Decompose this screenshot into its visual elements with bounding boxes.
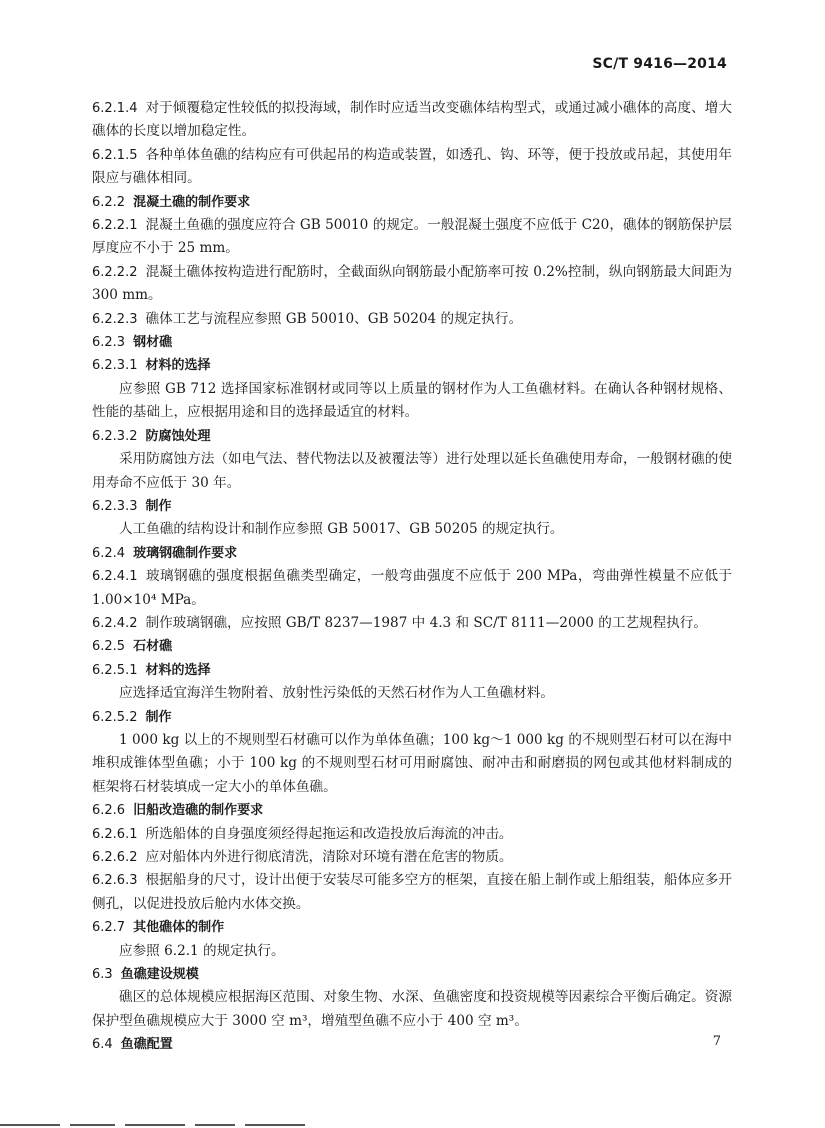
scan-mark bbox=[70, 1124, 115, 1126]
scan-mark bbox=[125, 1124, 185, 1126]
section-heading bbox=[92, 1033, 732, 1056]
body-paragraph: 应参照 6.2.1 的规定执行。 bbox=[119, 942, 285, 959]
scan-mark bbox=[245, 1124, 305, 1126]
section-number: 6.2.5.1 bbox=[92, 662, 138, 678]
clause-number: 6.2.6.1 bbox=[92, 826, 138, 842]
clause-text: 应对船体内外进行彻底清洗，清除对环境有潜在危害的物质。 bbox=[145, 849, 513, 865]
page-number: 7 bbox=[712, 1034, 721, 1049]
section-heading bbox=[92, 331, 732, 354]
section-number: 6.4 bbox=[92, 1037, 113, 1053]
section-title: 材料的选择 bbox=[145, 358, 211, 374]
document-code-header: SC/T 9416—2014 bbox=[592, 56, 727, 72]
section-number: 6.2.2 bbox=[92, 194, 126, 210]
document-body bbox=[92, 97, 732, 1057]
clause-text: 礁体工艺与流程应参照 GB 50010、GB 50204 的规定执行。 bbox=[145, 310, 523, 327]
section-title: 材料的选择 bbox=[145, 662, 211, 678]
section-number: 6.2.7 bbox=[92, 920, 126, 936]
clause-text: 制作玻璃钢礁，应按照 GB/T 8237—1987 中 4.3 和 SC/T 8111—2000 的工艺规程执行。 bbox=[145, 614, 707, 631]
section-title: 防腐蚀处理 bbox=[145, 428, 211, 444]
clause-text: 各种单体鱼礁的结构应有可供起吊的构造或装置，如透孔、钩、环等，便于投放或吊起，其使用年限应与礁体相同。 bbox=[92, 146, 732, 187]
section-heading bbox=[92, 706, 732, 729]
section-title: 其他礁体的制作 bbox=[133, 920, 225, 936]
section-heading bbox=[92, 542, 732, 565]
clause-text: 混凝土礁体按构造进行配筋时，全截面纵向钢筋最小配筋率可按 0.2%控制，纵向钢筋最大间距为 300 mm。 bbox=[92, 263, 732, 304]
body-paragraph: 采用防腐蚀方法（如电气法、替代物法以及被覆法等）进行处理以延长鱼礁使用寿命，一般钢材礁的使用寿命不应低于 30 年。 bbox=[92, 451, 732, 491]
section-number: 6.2.3 bbox=[92, 335, 126, 351]
section-heading bbox=[92, 191, 732, 214]
clause-number: 6.2.2.2 bbox=[92, 264, 138, 280]
clause-paragraph bbox=[92, 214, 732, 261]
section-heading bbox=[92, 963, 732, 986]
section-title: 鱼礁配置 bbox=[120, 1037, 173, 1053]
clause-paragraph bbox=[92, 97, 732, 144]
section-title: 旧船改造礁的制作要求 bbox=[133, 803, 264, 819]
clause-paragraph bbox=[92, 869, 732, 916]
section-number: 6.2.3.1 bbox=[92, 358, 138, 374]
section-heading bbox=[92, 659, 732, 682]
section-number: 6.3 bbox=[92, 967, 113, 983]
body-paragraph: 礁区的总体规模应根据海区范围、对象生物、水深、鱼礁密度和投资规模等因素综合平衡后确定。资源保护型鱼礁规模应大于 3000 空 m³，增殖型鱼礁不应小于 400 空 m³。 bbox=[92, 989, 732, 1029]
clause-text: 所选船体的自身强度须经得起拖运和改造投放后海流的冲击。 bbox=[145, 825, 513, 842]
section-number: 6.2.5.2 bbox=[92, 709, 138, 725]
section-heading bbox=[92, 495, 732, 518]
body-paragraph: 1 000 kg 以上的不规则型石材礁可以作为单体鱼礁；100 kg～1 000 kg 的不规则型石材可以在海中堆积成锥体型鱼礁；小于 100 kg 的不规则型石材可用耐腐蚀、耐冲击和耐磨损的网包或其他材料制成的框架将石材装填成一定大小的单体鱼礁。 bbox=[92, 731, 732, 795]
clause-number: 6.2.6.3 bbox=[92, 873, 138, 889]
section-title: 制作 bbox=[145, 498, 172, 514]
body-paragraph: 人工鱼礁的结构设计和制作应参照 GB 50017、GB 50205 的规定执行。 bbox=[119, 521, 564, 538]
clause-number: 6.2.4.1 bbox=[92, 569, 138, 585]
clause-paragraph bbox=[92, 612, 732, 635]
section-number: 6.2.6 bbox=[92, 803, 126, 819]
scan-edge-marks bbox=[0, 1120, 360, 1128]
scan-mark bbox=[195, 1124, 235, 1126]
clause-number: 6.2.4.2 bbox=[92, 615, 138, 631]
section-number: 6.2.3.3 bbox=[92, 498, 138, 514]
clause-text: 对于倾覆稳定性较低的拟投海域，制作时应适当改变礁体结构型式，或通过减小礁体的高度、增大礁体的长度以增加稳定性。 bbox=[92, 100, 732, 140]
section-title: 混凝土礁的制作要求 bbox=[133, 194, 251, 210]
clause-paragraph bbox=[92, 823, 732, 846]
body-paragraph: 应选择适宜海洋生物附着、放射性污染低的天然石材作为人工鱼礁材料。 bbox=[119, 685, 554, 702]
section-heading bbox=[92, 425, 732, 448]
section-heading bbox=[92, 916, 732, 939]
clause-number: 6.2.6.2 bbox=[92, 850, 138, 865]
section-heading bbox=[92, 799, 732, 822]
clause-paragraph bbox=[92, 261, 732, 308]
section-title: 玻璃钢礁制作要求 bbox=[133, 545, 238, 561]
clause-text: 根据船身的尺寸，设计出便于安装尽可能多空方的框架，直接在船上制作或上船组装，船体应多开侧孔，以促进投放后舱内水体交换。 bbox=[92, 872, 732, 912]
section-title: 钢材礁 bbox=[133, 335, 173, 351]
clause-text: 混凝土鱼礁的强度应符合 GB 50010 的规定。一般混凝土强度不应低于 C20，礁体的钢筋保护层厚度应不小于 25 mm。 bbox=[92, 217, 732, 257]
clause-text: 玻璃钢礁的强度根据鱼礁类型确定，一般弯曲强度不应低于 200 MPa，弯曲弹性模量不应低于 1.00×10⁴ MPa。 bbox=[92, 568, 732, 608]
clause-number: 6.2.2.1 bbox=[92, 218, 138, 234]
body-paragraph: 应参照 GB 712 选择国家标准钢材或同等以上质量的钢材作为人工鱼礁材料。在确认各种钢材规格、性能的基础上，应根据用途和目的选择最适宜的材料。 bbox=[92, 380, 732, 421]
clause-paragraph bbox=[92, 846, 732, 869]
section-number: 6.2.5 bbox=[92, 639, 126, 655]
section-title: 制作 bbox=[145, 709, 172, 725]
section-number: 6.2.3.2 bbox=[92, 428, 138, 444]
clause-number: 6.2.1.5 bbox=[92, 147, 138, 163]
clause-paragraph bbox=[92, 144, 732, 191]
section-title: 石材礁 bbox=[133, 639, 173, 655]
clause-paragraph bbox=[92, 308, 732, 331]
clause-number: 6.2.2.3 bbox=[92, 311, 138, 327]
clause-paragraph bbox=[92, 565, 732, 612]
section-number: 6.2.4 bbox=[92, 545, 126, 561]
section-title: 鱼礁建设规模 bbox=[120, 967, 199, 983]
section-heading bbox=[92, 635, 732, 658]
scan-mark bbox=[0, 1124, 60, 1126]
section-heading bbox=[92, 354, 732, 377]
clause-number: 6.2.1.4 bbox=[92, 101, 138, 116]
